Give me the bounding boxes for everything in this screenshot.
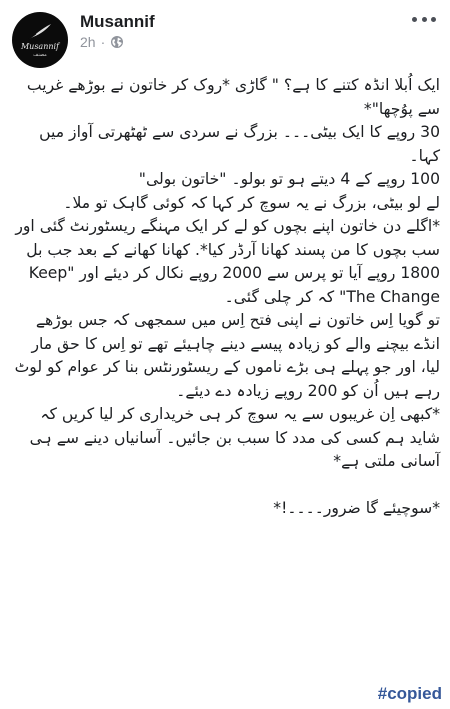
more-horizontal-icon[interactable]: [412, 12, 436, 26]
post-header: [0, 0, 450, 70]
post-paragraph: *کبھی اِن غریبوں سے یہ سوچ کر ہی خریداری کر لیا کریں کہ شاید ہم کسی کی مدد کا سبب بن جائیں۔ آسانیاں دینے سے ہی آسانی ملتی ہے*: [29, 405, 440, 470]
post-paragraph: *اگلے دن خاتون اپنے بچوں کو لے کر ایک مہنگے ریسٹورنٹ گئی اور سب بچوں کا من پسند کھانا آرڈر کیا*. کھانا کھانے کے بعد جب بل 1800 روپے آیا تو پرس سے 2000 روپے نکال کر دیئے اور "Keep The Change" کہ کر چلی گئی۔: [15, 217, 440, 306]
post-timestamp[interactable]: 2h: [80, 34, 96, 50]
post-paragraph: *سوچیئے گا ضرور۔۔۔۔!*: [273, 498, 440, 517]
quill-logo-icon: [27, 23, 53, 41]
avatar-logo-subtext: مصنف: [33, 51, 47, 58]
avatar[interactable]: [12, 12, 68, 68]
more-dot: [412, 17, 417, 22]
page-name-link[interactable]: Musannif: [80, 12, 155, 31]
more-dot: [431, 17, 436, 22]
post-paragraph: تو گویا اِس خاتون نے اپنی فتح اِس میں سمجھی کہ جس بوڑھے انڈے بیچنے والے کو زیادہ پیسے دینے چاہیئے تھے تو اِس کا حق مار لیا، اور جو پہلے ہی بڑے ناموں کے ریسٹورنٹس بنا کر عوام کو لوٹ رہے ہیں اُن کو 200 روپے زیادہ دے دیئے۔: [14, 311, 440, 400]
meta-separator: ·: [100, 34, 106, 50]
avatar-logo-text: Musannif: [20, 41, 60, 51]
more-dot: [422, 17, 427, 22]
post-paragraph: 30 روپے کا ایک بیٹی۔۔۔ بزرگ نے سردی سے ٹھٹھرتی آواز میں کہا۔: [39, 123, 440, 165]
hashtag-link[interactable]: #copied: [377, 684, 442, 703]
post-meta: [80, 34, 124, 50]
globe-icon[interactable]: [110, 35, 124, 49]
post-paragraph: لے لو بیٹی، بزرگ نے یہ سوچ کر کہا کہ کوئی گاہک تو ملا۔: [63, 193, 440, 212]
post-body: [10, 74, 440, 520]
post-paragraph: 100 روپے کے 4 دیتے ہو تو بولو۔ "خاتون بولی": [138, 170, 440, 188]
post-paragraph: ایک اُبلا انڈہ کتنے کا ہے؟ " گاڑی *روک کر خاتون نے بوڑھے غریب سے پوُچھا"*: [26, 76, 440, 118]
